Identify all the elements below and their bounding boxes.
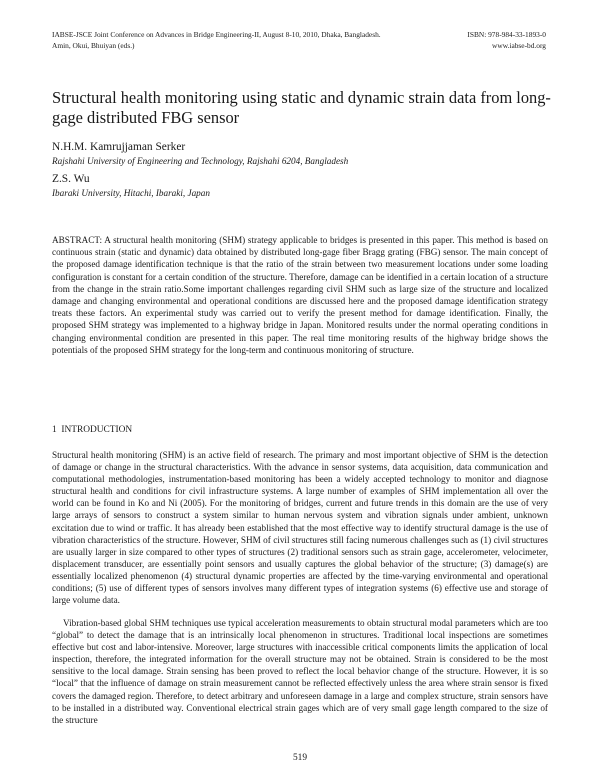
running-header-right [406,30,546,51]
editors: Amin, Okui, Bhuiyan (eds.) [52,40,135,50]
author-name: N.H.M. Kamrujjaman Serker [52,141,186,153]
author-name: Z.S. Wu [52,173,90,185]
section-number: 1 [52,425,57,435]
isbn: ISBN: 978-984-33-1893-0 [467,30,546,39]
section-title: INTRODUCTION [61,425,133,435]
conference-name: IABSE-JSCE Joint Conference on Advances in Bridge Engineering-II, August 8-10, 2010, Dhaka, Bangladesh. [52,30,381,39]
section-heading [52,424,132,436]
abstract: ABSTRACT: A structural health monitoring (SHM) strategy applicable to bridges is presented in this paper. This method is based on continuous strain (static and dynamic) data obtained by distributed long-gage fiber Bragg grating (FBG) sensor. The main concept of the proposed damage identification technique is that the ratio of the strain between two measurement locations under some loading configuration is constant for a certain condition of the structure. Therefore, damage can be identified in a certain location of a structure from the change in the strain ratio.Some important challenges regarding civil SHM such as large size of the structure and localized damage and changing environmental and operational conditions are discussed here and the proposed damage identification strategy treats these factors. An experimental study was carried out to verify the present method for damage identification. Finally, the proposed SHM strategy was implemented to a highway bridge in Japan. Monitored results under the normal operating conditions in changing environmental condition are presented in this paper. The real time monitoring results of the highway bridge shows the potentials of the proposed SHM strategy for the long-term and continuous monitoring of structure. [52,235,548,355]
author-affiliation: Rajshahi University of Engineering and Technology, Rajshahi 6204, Bangladesh [52,156,349,166]
page-number: 519 [292,753,308,763]
running-header-left [52,30,442,51]
website-link[interactable]: www.iabse-bd.org [492,40,546,50]
paper-title: Structural health monitoring using static and dynamic strain data from long-gage distributed FBG sensor [52,88,551,127]
author-affiliation: Ibaraki University, Hitachi, Ibaraki, Japan [52,188,210,198]
body-paragraph: Structural health monitoring (SHM) is an active field of research. The primary and most important objective of SHM is the detection of damage or change in the structural characteristics. With the advance in sensor systems, data acquisition, data communication and computational methodologies, instrumentation-based monitoring has been a widely accepted technology to monitor and diagnose structural health and conditions for civil infrastructure systems. A large number of examples of SHM implementation all over the world can be found in Ko and Ni (2005). For the monitoring of bridges, current and future trends in this domain are the use of very large arrays of sensors to construct a system similar to human nervous system and vibration signals under ambient, unknown excitation due to wind or traffic. It has already been established that the most effective way to identify structural damage is the use of vibration characteristics of the structure. However, SHM of civil structures still facing numerous challenges such as (1) civil structures are usually larger in size compared to other types of structures (2) traditional sensors such as strain gage, accelerometer, velocimeter, displacement transducer, are essentially point sensors and usually captures the global behavior of the structure; (3) damage(s) are essentially localized phenomenon (4) structural dynamic properties are affected by the time-varying environmental and operational conditions; (5) use of different types of sensors involves many different types of integration systems (6) effective use and storage of large volume data. [52,450,548,606]
body-paragraph: Vibration-based global SHM techniques use typical acceleration measurements to obtain structural modal parameters which are too “global” to detect the damage that is an intrinsically local phenomenon in structures. Traditional local inspections are sometimes effective but cost and labor-intensive. Moreover, large structures with inaccessible critical components limits the application of local inspection, therefore, the integrated information for the overall structure may not be obtained. Strain is considered to be the most sensitive to the local damage. Strain sensing has been proved to reflect the local behavior change of the structure. However, it is so “local” that the influence of damage on strain measurement cannot be reflected effectively unless the area where strain sensor is fixed covers the damaged region. Therefore, to detect arbitrary and unforeseen damage in a large and complex structure, strain sensors have to be installed in a distributed way. Conventional electrical strain gages which are of very small gage length compared to the size of the structure [52,618,548,725]
